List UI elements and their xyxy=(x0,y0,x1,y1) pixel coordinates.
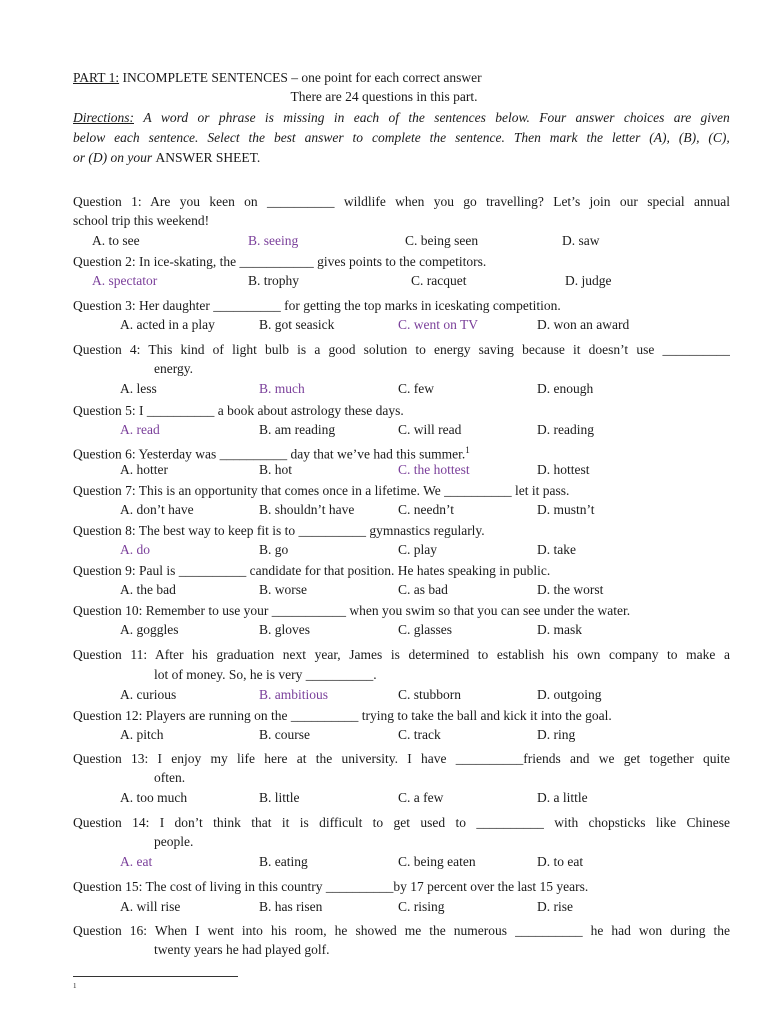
answer-option-d[interactable]: D. hottest xyxy=(537,462,590,477)
answer-option-b[interactable]: B. gloves xyxy=(259,622,311,637)
answer-option-d[interactable]: D. mask xyxy=(537,622,582,637)
answer-option-a[interactable]: A. the bad xyxy=(120,582,176,597)
answer-option-c[interactable]: C. racquet xyxy=(411,273,467,288)
question-stem-continuation: often. xyxy=(154,770,186,785)
question-stem-text: Question 9: Paul is __________ candidate for that position. He hates speaking in public. xyxy=(73,563,551,578)
directions-word: each xyxy=(114,130,140,145)
answer-option-b[interactable]: B. am reading xyxy=(259,422,336,437)
directions-word: letter xyxy=(611,130,641,145)
question-stem-text: Question 5: I __________ a book about astrology these days. xyxy=(73,403,404,418)
answer-option-d[interactable]: D. to eat xyxy=(537,854,584,869)
answer-option-b[interactable]: B. go xyxy=(259,542,289,557)
question-stem-text: Question 10: Remember to use your ___________ when you swim so that you can see under the water. xyxy=(73,603,631,618)
directions-word: to xyxy=(352,130,364,145)
question-stem xyxy=(73,402,404,419)
answer-option-d[interactable]: D. take xyxy=(537,542,576,557)
answer-option-a[interactable]: A. to see xyxy=(92,233,140,248)
question-stem-continuation: people. xyxy=(154,834,194,849)
answer-option-a[interactable]: A. goggles xyxy=(120,622,179,637)
question-stem xyxy=(73,482,569,499)
directions-word: A xyxy=(143,110,152,125)
directions-word: below. xyxy=(495,110,530,125)
directions-word: word xyxy=(160,110,189,125)
question-stem xyxy=(73,442,470,463)
question-stem-text: Question 16: When I went into his room, he showed me the numerous __________ he had won during the xyxy=(73,923,730,938)
directions-word: the xyxy=(408,110,425,125)
directions-word: (B), xyxy=(678,130,700,145)
answer-option-b[interactable]: B. worse xyxy=(259,582,307,597)
question-stem-text: Question 14: I don’t think that it is difficult to get used to __________ with chopsticks like Chinese xyxy=(73,815,730,830)
answer-option-c[interactable]: C. stubborn xyxy=(398,687,462,702)
answer-option-b[interactable]: B. trophy xyxy=(248,273,300,288)
part-label: PART 1: xyxy=(73,70,120,85)
question-stem-text: Question 7: This is an opportunity that comes once in a lifetime. We __________ let it pass. xyxy=(73,483,570,498)
answer-option-a[interactable]: A. eat xyxy=(120,854,153,869)
answer-option-d[interactable]: D. judge xyxy=(565,273,612,288)
question-stem-text: Question 2: In ice-skating, the ___________ gives points to the competitors. xyxy=(73,254,487,269)
answer-option-d[interactable]: D. won an award xyxy=(537,317,630,332)
answer-option-b[interactable]: B. much xyxy=(259,381,305,396)
answer-option-a[interactable]: A. hotter xyxy=(120,462,168,477)
answer-option-c[interactable]: C. glasses xyxy=(398,622,452,637)
directions-word: Four xyxy=(539,110,567,125)
question-count-line: There are 24 questions in this part. xyxy=(290,89,478,104)
question-stem-continuation: school trip this weekend! xyxy=(73,213,210,228)
question-stem-continuation: energy. xyxy=(154,361,193,376)
directions-line-1 xyxy=(73,109,730,126)
directions-word: (A), xyxy=(649,130,670,145)
answer-option-d[interactable]: D. enough xyxy=(537,381,594,396)
answer-option-c[interactable]: C. track xyxy=(398,727,441,742)
directions-word: the xyxy=(586,130,603,145)
directions-word: choices xyxy=(623,110,665,125)
answer-option-d[interactable]: D. outgoing xyxy=(537,687,602,702)
directions-word: answer xyxy=(304,130,344,145)
directions-word: or xyxy=(197,110,210,125)
answer-option-c[interactable]: C. the hottest xyxy=(398,462,470,477)
directions-word: sentences xyxy=(434,110,486,125)
directions-word: Select xyxy=(207,130,240,145)
question-stem-text: Question 11: After his graduation next year, James is determined to establish his own company to make a xyxy=(73,647,730,662)
directions-word: is xyxy=(264,110,274,125)
question-stem xyxy=(73,878,588,895)
question-stem xyxy=(73,193,730,210)
answer-option-a[interactable]: A. acted in a play xyxy=(120,317,215,332)
answer-option-b[interactable]: B. seeing xyxy=(248,233,299,248)
directions-word: the xyxy=(429,130,447,145)
directions-word: each xyxy=(353,110,380,125)
answer-option-b[interactable]: B. has risen xyxy=(259,899,323,914)
answer-option-b[interactable]: B. eating xyxy=(259,854,308,869)
question-stem xyxy=(73,750,730,767)
question-stem-text: Question 12: Players are running on the __________ trying to take the ball and kick it into the goal. xyxy=(73,708,612,723)
directions-word: are xyxy=(673,110,692,125)
question-stem-text: Question 1: Are you keen on __________ wildlife when you go travelling? Let’s join our special annual xyxy=(73,194,730,209)
directions-word: sentence. xyxy=(148,130,199,145)
directions-word: missing xyxy=(283,110,325,125)
directions-line-2 xyxy=(73,129,730,146)
directions-word: mark xyxy=(549,130,578,145)
answer-option-c[interactable]: C. needn’t xyxy=(398,502,454,517)
answer-option-c[interactable]: C. play xyxy=(398,542,437,557)
answer-option-c[interactable]: C. went on TV xyxy=(398,317,478,332)
answer-option-c[interactable]: C. a few xyxy=(398,790,444,805)
answer-option-d[interactable]: D. a little xyxy=(537,790,588,805)
question-stem-text: Question 13: I enjoy my life here at the university. I have __________friends and we get together quite xyxy=(73,751,730,766)
directions-word: the xyxy=(248,130,266,145)
directions-word: (C), xyxy=(708,130,730,145)
answer-option-b[interactable]: B. little xyxy=(259,790,300,805)
question-stem-text: Question 8: The best way to keep fit is to __________ gymnastics regularly. xyxy=(73,523,485,538)
directions-word: phrase xyxy=(218,110,256,125)
directions-word: of xyxy=(388,110,400,125)
question-stem xyxy=(73,707,612,724)
directions-label: Directions: xyxy=(73,110,134,125)
footnote-rule xyxy=(73,976,238,977)
question-stem xyxy=(73,341,730,358)
directions-line-3 xyxy=(73,149,260,166)
answer-option-d[interactable]: D. ring xyxy=(537,727,576,742)
answer-option-c[interactable]: C. being seen xyxy=(405,233,479,248)
question-stem-continuation: twenty years he had played golf. xyxy=(154,942,330,957)
answer-option-b[interactable]: B. course xyxy=(259,727,310,742)
answer-option-a[interactable]: A. read xyxy=(120,422,160,437)
answer-option-a[interactable]: A. spectator xyxy=(92,273,158,288)
question-stem xyxy=(73,297,561,314)
answer-option-d[interactable]: D. mustn’t xyxy=(537,502,595,517)
answer-option-a[interactable]: A. don’t have xyxy=(120,502,194,517)
directions-word: complete xyxy=(371,130,421,145)
answer-option-b[interactable]: B. shouldn’t have xyxy=(259,502,355,517)
answer-option-d[interactable]: D. the worst xyxy=(537,582,604,597)
answer-option-d[interactable]: D. saw xyxy=(562,233,600,248)
part-heading xyxy=(73,69,482,86)
answer-option-a[interactable]: A. less xyxy=(120,381,157,396)
part-title: INCOMPLETE SENTENCES – one point for each correct answer xyxy=(119,70,482,85)
answer-option-c[interactable]: C. as bad xyxy=(398,582,448,597)
question-stem xyxy=(73,602,630,619)
question-stem xyxy=(73,253,486,270)
question-stem-text: Question 3: Her daughter __________ for getting the top marks in iceskating competition. xyxy=(73,298,561,313)
answer-option-b[interactable]: B. ambitious xyxy=(259,687,329,702)
directions-word: below xyxy=(73,130,106,145)
question-stem xyxy=(73,562,550,579)
answer-option-c[interactable]: C. rising xyxy=(398,899,445,914)
answer-option-a[interactable]: A. too much xyxy=(120,790,188,805)
question-stem xyxy=(73,646,730,663)
directions-word: best xyxy=(273,130,296,145)
directions-word: answer xyxy=(575,110,615,125)
answer-option-c[interactable]: C. being eaten xyxy=(398,854,476,869)
answer-option-d[interactable]: D. rise xyxy=(537,899,573,914)
answer-option-c[interactable]: C. will read xyxy=(398,422,462,437)
answer-option-b[interactable]: B. hot xyxy=(259,462,293,477)
question-stem-text: Question 4: This kind of light bulb is a good solution to energy saving because it doesn’t use __________ xyxy=(73,342,730,357)
footnote-reference: 1 xyxy=(465,445,470,455)
directions-line-3-text: or (D) on your xyxy=(73,150,156,165)
question-stem-text: Question 15: The cost of living in this country __________by 17 percent over the last 15 years. xyxy=(73,879,589,894)
answer-option-a[interactable]: A. pitch xyxy=(120,727,164,742)
directions-word: sentence. xyxy=(455,130,505,145)
answer-option-a[interactable]: A. do xyxy=(120,542,150,557)
answer-option-c[interactable]: C. few xyxy=(398,381,434,396)
question-stem xyxy=(73,522,485,539)
answer-option-b[interactable]: B. got seasick xyxy=(259,317,335,332)
directions-word: given xyxy=(700,110,730,125)
question-stem xyxy=(73,922,730,939)
answer-option-a[interactable]: A. curious xyxy=(120,687,177,702)
question-stem-continuation: lot of money. So, he is very __________. xyxy=(154,667,377,682)
answer-option-a[interactable]: A. will rise xyxy=(120,899,181,914)
question-stem-text: Question 6: Yesterday was __________ day that we’ve had this summer. xyxy=(73,446,466,462)
answer-sheet-label: ANSWER SHEET. xyxy=(155,150,261,165)
directions-word: Then xyxy=(513,130,541,145)
directions-word: in xyxy=(333,110,345,125)
footnote-mark: 1 xyxy=(73,982,77,990)
answer-option-d[interactable]: D. reading xyxy=(537,422,594,437)
question-stem xyxy=(73,814,730,831)
